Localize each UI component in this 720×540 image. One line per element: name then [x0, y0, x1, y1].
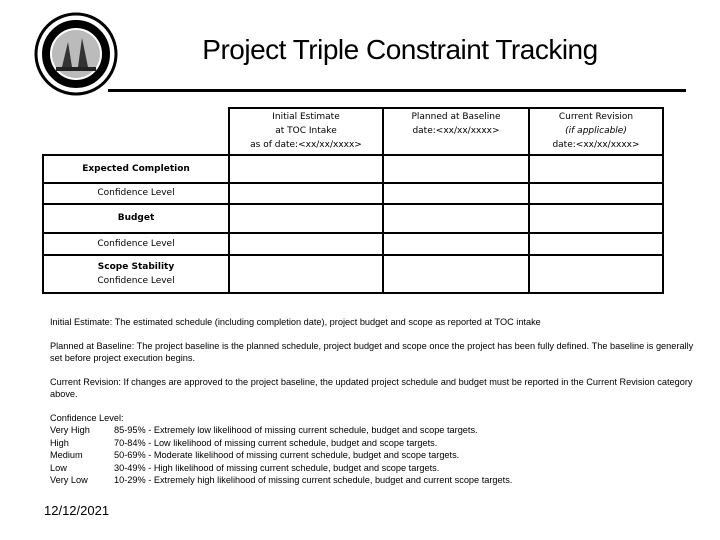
header-current-revision	[529, 108, 663, 155]
row-label-sub: Confidence Level	[97, 276, 175, 286]
cell[interactable]	[383, 255, 529, 293]
cell[interactable]	[383, 155, 529, 183]
header-line: (if applicable)	[565, 126, 627, 136]
level-desc: 50-69% - Moderate likelihood of missing current schedule, budget and scope targets.	[114, 450, 460, 460]
title-rule	[108, 89, 686, 92]
level-desc: 85-95% - Extremely low likelihood of missing current schedule, budget and scope targets.	[114, 425, 478, 435]
cell[interactable]	[529, 233, 663, 255]
header-line: at TOC Intake	[275, 126, 337, 136]
row-label: Confidence Level	[43, 233, 229, 255]
page-title: Project Triple Constraint Tracking	[202, 34, 598, 65]
header-planned-baseline	[383, 108, 529, 155]
level-desc: 70-84% - Low likelihood of missing current schedule, budget and scope targets.	[114, 437, 438, 448]
level-name: Very Low	[50, 475, 88, 485]
level-name: Very High	[50, 425, 90, 435]
row-label: Expected Completion	[43, 155, 229, 183]
row-label	[43, 255, 229, 293]
confidence-title: Confidence Level:	[50, 412, 124, 423]
level-item	[50, 449, 700, 462]
cell[interactable]	[229, 233, 383, 255]
cell[interactable]	[529, 255, 663, 293]
cell[interactable]	[229, 204, 383, 233]
definitions	[50, 316, 700, 487]
header-line: as of date:<xx/xx/xxxx>	[250, 140, 362, 150]
table-row	[43, 155, 663, 183]
level-item	[50, 462, 700, 475]
cell[interactable]	[229, 155, 383, 183]
header-line: date:<xx/xx/xxxx>	[552, 140, 640, 150]
table-row	[43, 255, 663, 293]
cell[interactable]	[529, 155, 663, 183]
cell[interactable]	[383, 183, 529, 204]
cell[interactable]	[529, 204, 663, 233]
level-name: Low	[50, 462, 67, 473]
level-item	[50, 474, 700, 487]
level-name: High	[50, 437, 69, 448]
table-row	[43, 233, 663, 255]
level-name: Medium	[50, 450, 83, 460]
header-line: Initial Estimate	[272, 112, 340, 122]
definition-revision: Current Revision: If changes are approved to the project baseline, the updated project schedule and budget must be reported in the Current Revision category above.	[50, 376, 693, 399]
footer-date: 12/12/2021	[44, 503, 110, 518]
row-label: Budget	[43, 204, 229, 233]
header-line: Current Revision	[558, 112, 634, 122]
cell[interactable]	[229, 255, 383, 293]
tracking-table	[42, 107, 664, 294]
corner-cell	[43, 108, 229, 155]
row-label-main: Scope Stability	[97, 262, 175, 272]
table-row	[43, 183, 663, 204]
cell[interactable]	[529, 183, 663, 204]
table-row	[43, 204, 663, 233]
cell[interactable]	[383, 233, 529, 255]
header-initial-estimate	[229, 108, 383, 155]
city-seal-logo	[34, 12, 118, 96]
level-item	[50, 424, 700, 437]
definition-baseline: Planned at Baseline: The project baseline is the planned schedule, project budget and scope once the project has been fully defined. The baseline is generally set before project execution begins.	[50, 340, 694, 363]
cell[interactable]	[383, 204, 529, 233]
level-desc: 30-49% - High likelihood of missing current schedule, budget and scope targets.	[114, 462, 440, 473]
header-line: date:<xx/xx/xxxx>	[412, 126, 500, 136]
cell[interactable]	[229, 183, 383, 204]
definition-initial: Initial Estimate: The estimated schedule (including completion date), project budget and scope as reported at TOC intake	[50, 317, 541, 327]
level-item	[50, 437, 700, 450]
row-label: Confidence Level	[43, 183, 229, 204]
header-line: Planned at Baseline	[411, 112, 501, 122]
level-desc: 10-29% - Extremely high likelihood of missing current schedule, budget and current scope targets.	[114, 475, 513, 485]
